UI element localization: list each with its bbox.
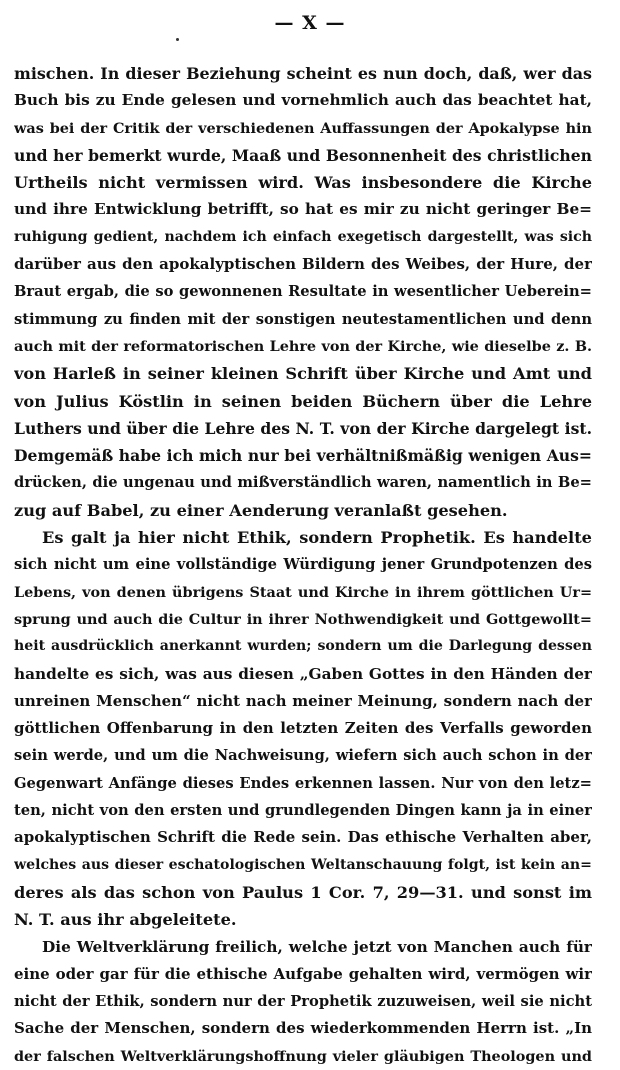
text-line: der falschen Weltverklärungshoffnung vieler gläubigen Theologen und (14, 1047, 592, 1065)
text-line: unreinen Menschen“ nicht nach meiner Meinung, sondern nach der (14, 691, 592, 710)
text-line: zug auf Babel, zu einer Aenderung veranlaßt gesehen. (14, 500, 508, 520)
text-line: von Harleß in seiner kleinen Schrift über Kirche und Amt und (14, 364, 592, 384)
text-line: N. T. aus ihr abgeleitete. (14, 910, 237, 930)
page-number: — X — (274, 12, 346, 34)
text-line: von Julius Köstlin in seinen beiden Büchern über die Lehre (14, 391, 592, 411)
text-line: eine oder gar für die ethische Aufgabe gehalten wird, vermögen wir (14, 964, 592, 983)
text-line: was bei der Critik der verschiedenen Auffassungen der Apokalypse hin (14, 119, 592, 137)
text-line: ten, nicht von den ersten und grundlegenden Dingen kann ja in einer (14, 802, 592, 820)
text-line: heit ausdrücklich anerkannt wurden; sondern um die Darlegung dessen (14, 638, 592, 655)
text-line: sein werde, und um die Nachweisung, wiefern sich auch schon in der (14, 747, 592, 765)
text-line: Es galt ja hier nicht Ethik, sondern Prophetik. Es handelte (42, 528, 592, 548)
print-speck (176, 38, 179, 41)
text-line: sprung und auch die Cultur in ihrer Nothwendigkeit und Gottgewollt= (14, 610, 592, 628)
text-line: drücken, die ungenau und mißverständlich waren, namentlich in Be= (14, 474, 592, 492)
text-line: Gegenwart Anfänge dieses Endes erkennen lassen. Nur von den letz= (14, 774, 592, 792)
text-line: handelte es sich, was aus diesen „Gaben Gottes in den Händen der (14, 664, 592, 683)
text-line: stimmung zu finden mit der sonstigen neutestamentlichen und denn (14, 310, 592, 328)
text-line: Demgemäß habe ich mich nur bei verhältnißmäßig wenigen Aus= (14, 446, 592, 466)
text-line: Braut ergab, die so gewonnenen Resultate in wesentlicher Ueberein= (14, 283, 592, 301)
text-line: darüber aus den apokalyptischen Bildern des Weibes, der Hure, der (14, 255, 592, 274)
text-line: Buch bis zu Ende gelesen und vornehmlich auch das beachtet hat, (14, 91, 592, 110)
text-line: und her bemerkt wurde, Maaß und Besonnenheit des christlichen (14, 145, 592, 165)
text-line: welches aus dieser eschatologischen Weltanschauung folgt, ist kein an= (14, 856, 592, 873)
text-line: sich nicht um eine vollständige Würdigung jener Grundpotenzen des (14, 556, 592, 574)
text-line: apokalyptischen Schrift die Rede sein. Das ethische Verhalten aber, (14, 828, 592, 847)
text-line: Lebens, von denen übrigens Staat und Kirche in ihrem göttlichen Ur= (14, 583, 592, 601)
text-line: auch mit der reformatorischen Lehre von der Kirche, wie dieselbe z. B. (14, 337, 592, 355)
text-line: Luthers und über die Lehre des N. T. von der Kirche dargelegt ist. (14, 418, 592, 438)
text-line: deres als das schon von Paulus 1 Cor. 7, 29—31. und sonst im (14, 882, 592, 902)
body-text (14, 60, 592, 1070)
text-line: ruhigung gedient, nachdem ich einfach exegetisch dargestellt, was sich (14, 228, 592, 245)
text-line: nicht der Ethik, sondern nur der Prophetik zuzuweisen, weil sie nicht (14, 993, 592, 1011)
text-line: Urtheils nicht vermissen wird. Was insbesondere die Kirche (14, 173, 592, 193)
text-line: mischen. In dieser Beziehung scheint es nun doch, daß, wer das (14, 64, 592, 83)
text-line: und ihre Entwicklung betrifft, so hat es mir zu nicht geringer Be= (14, 200, 592, 219)
text-line: göttlichen Offenbarung in den letzten Zeiten des Verfalls geworden (14, 719, 592, 738)
text-line: Die Weltverklärung freilich, welche jetzt von Manchen auch für (42, 937, 592, 956)
text-line: Sache der Menschen, sondern des wiederkommenden Herrn ist. „In (14, 1019, 592, 1038)
